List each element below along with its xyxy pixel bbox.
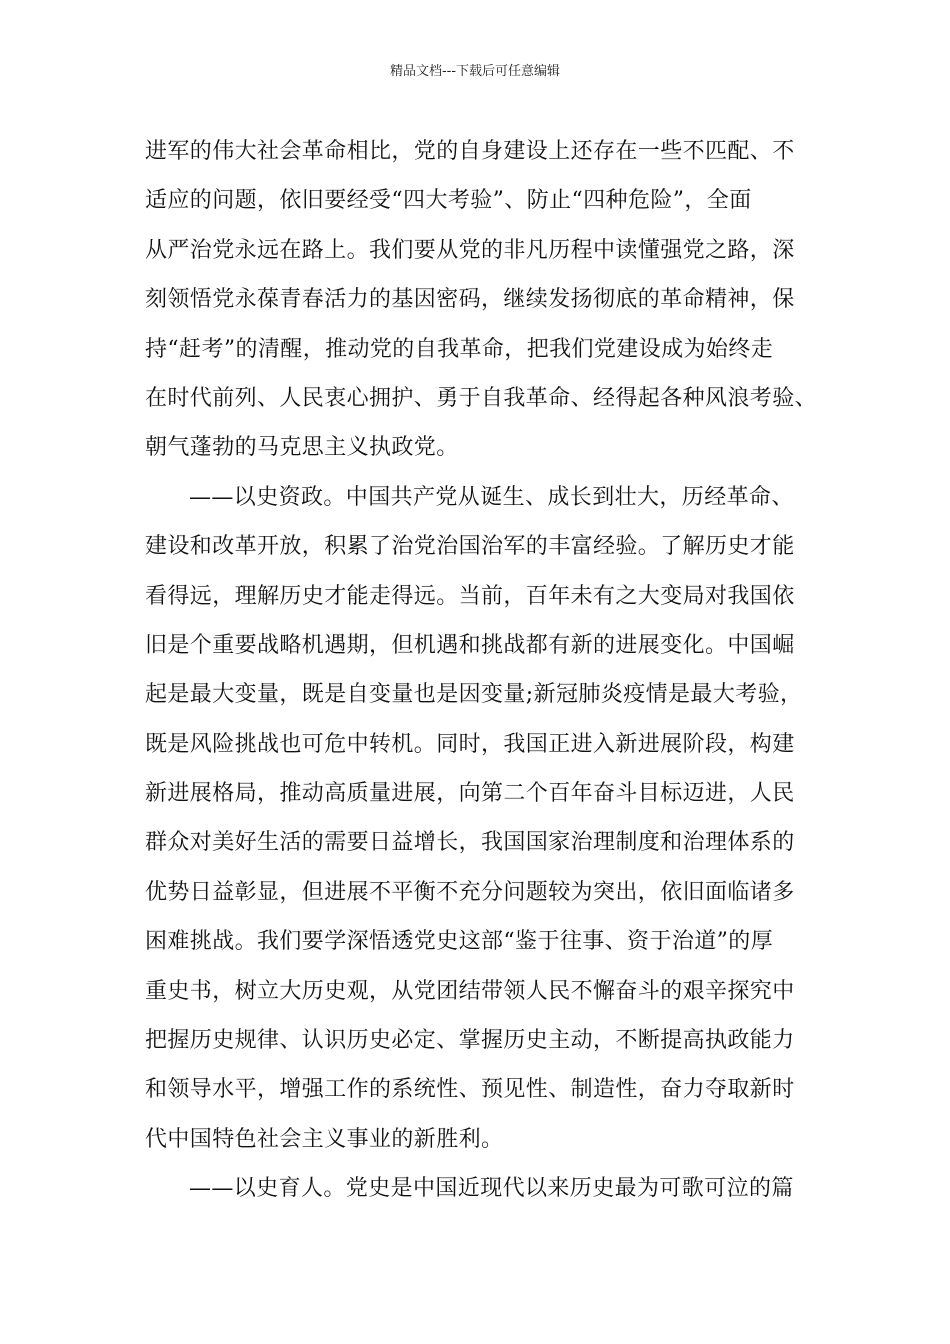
- text-line: 从严治党永远在路上。我们要从党的非凡历程中读懂强党之路，深: [145, 237, 795, 263]
- text-line: 既是风险挑战也可危中转机。同时，我国正进入新进展阶段，构建: [145, 731, 795, 757]
- text-line: 看得远，理解历史才能走得远。当前，百年未有之大变局对我国依: [145, 583, 795, 609]
- text-line: 和领导水平，增强工作的系统性、预见性、制造性，奋力夺取新时: [145, 1077, 795, 1103]
- page-header: 精品文档---下载后可任意编辑: [389, 64, 561, 79]
- document-body: [145, 134, 818, 1221]
- text-line: 优势日益彰显，但进展不平衡不充分问题较为突出，依旧面临诸多: [145, 879, 795, 905]
- paragraph-start-line: ——以史资政。中国共产党从诞生、成长到壮大，历经革命、: [189, 484, 794, 510]
- text-line: 刻领悟党永葆青春活力的基因密码，继续发扬彻底的革命精神，保: [145, 287, 795, 313]
- text-line: 旧是个重要战略机遇期，但机遇和挑战都有新的进展变化。中国崛: [145, 632, 795, 658]
- text-line: 重史书，树立大历史观，从党团结带领人民不懈奋斗的艰辛探究中: [145, 978, 795, 1004]
- text-line: 把握历史规律、认识历史必定、掌握历史主动，不断提高执政能力: [145, 1028, 795, 1054]
- text-line: 起是最大变量，既是自变量也是因变量;新冠肺炎疫情是最大考验，: [145, 682, 803, 708]
- text-line: 建设和改革开放，积累了治党治国治军的丰富经验。了解历史才能: [145, 534, 795, 560]
- text-line: 代中国特色社会主义事业的新胜利。: [145, 1126, 504, 1152]
- text-line: 适应的问题，依旧要经受“四大考验”、防止“四种危险”，全面: [145, 188, 752, 214]
- text-line: 在时代前列、人民衷心拥护、勇于自我革命、经得起各种风浪考验、: [145, 385, 818, 411]
- text-line: 群众对美好生活的需要日益增长，我国国家治理制度和治理体系的: [145, 830, 795, 856]
- text-line: 困难挑战。我们要学深悟透党史这部“鉴于往事、资于治道”的厚: [145, 929, 774, 955]
- text-line: 进军的伟大社会革命相比，党的自身建设上还存在一些不匹配、不: [145, 139, 795, 164]
- text-line: 持“赶考”的清醒，推动党的自我革命，把我们党建设成为始终走: [145, 336, 774, 362]
- text-line: 新进展格局，推动高质量进展，向第二个百年奋斗目标迈进，人民: [145, 781, 795, 807]
- paragraph-start-line: ——以史育人。党史是中国近现代以来历史最为可歌可泣的篇: [189, 1176, 794, 1202]
- text-line: 朝气蓬勃的马克思主义执政党。: [145, 435, 459, 461]
